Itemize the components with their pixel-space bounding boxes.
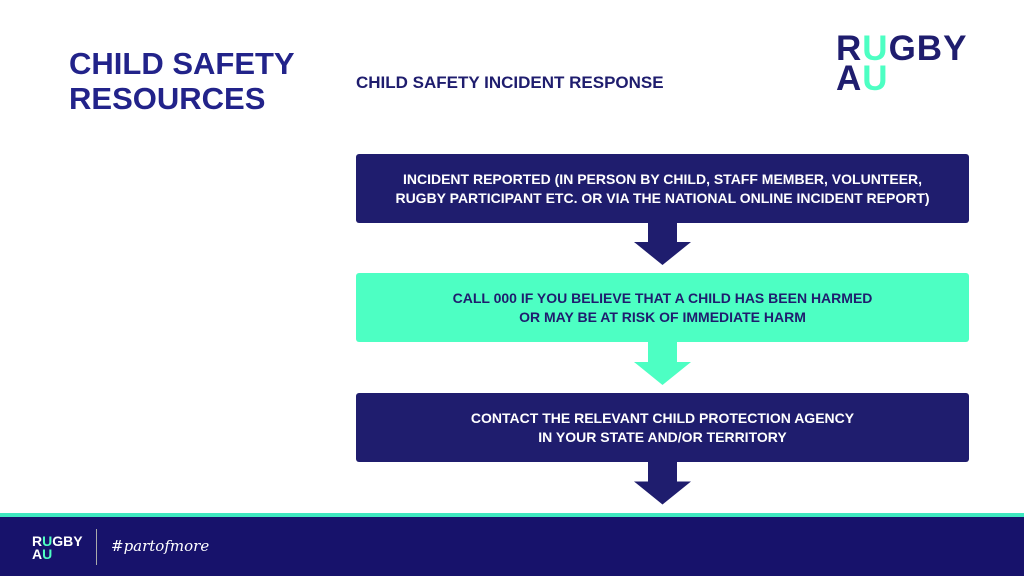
section-subtitle: CHILD SAFETY INCIDENT RESPONSE <box>356 73 664 92</box>
arrow-down-icon <box>634 222 691 265</box>
step-call-000: CALL 000 IF YOU BELIEVE THAT A CHILD HAS BEEN HARMED OR MAY BE AT RISK OF IMMEDIATE HARM <box>356 273 969 342</box>
step-incident-reported: INCIDENT REPORTED (IN PERSON BY CHILD, STAFF MEMBER, VOLUNTEER, RUGBY PARTICIPANT ETC. OR VIA THE NATIONAL ONLINE INCIDENT REPORT) <box>356 154 969 223</box>
arrow-down-icon <box>634 342 691 385</box>
page-title <box>69 46 295 116</box>
step-contact-agency: CONTACT THE RELEVANT CHILD PROTECTION AGENCY IN YOUR STATE AND/OR TERRITORY <box>356 393 969 462</box>
title-line: RESOURCES <box>69 81 266 116</box>
title-line: CHILD SAFETY <box>69 46 295 81</box>
rugby-au-logo: RUGBY AU <box>836 29 968 98</box>
footer-divider <box>96 529 97 565</box>
arrow-down-icon <box>634 461 691 505</box>
footer-bar <box>0 513 1024 576</box>
footer-rugby-au-logo: RUGBY AU <box>32 533 83 562</box>
footer-tagline: #partofmore <box>111 537 210 555</box>
